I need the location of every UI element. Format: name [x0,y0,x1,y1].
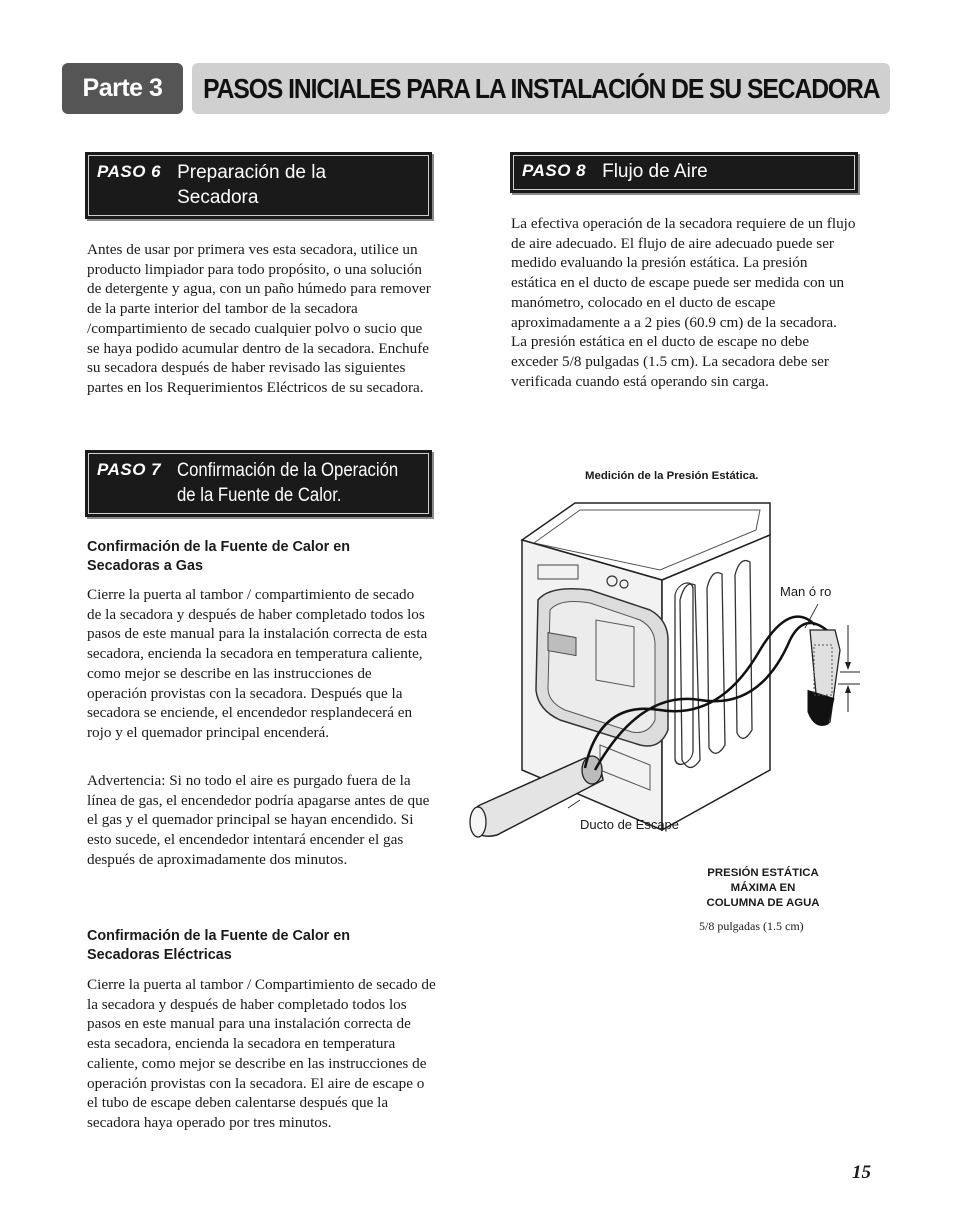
step6-header [85,152,432,219]
warning-text: Advertencia: Si no todo el aire es purgado fuera de la línea de gas, el encendedor podría apagarse antes de que el gas y el quemador principal se hayan encendido. Si esto sucede, el encendedor intentará encender el gas después de aproximadamente dos minutos. [87,772,430,868]
step7-number: PASO 7 [97,460,162,479]
step6-title: Preparación de la Secadora [177,162,327,208]
pressure-heading: PRESIÓN ESTÁTICA MÁXIMA EN COLUMNA DE AGUA [706,867,820,909]
part-label: Parte 3 [62,63,183,114]
page-title: PASOS INICIALES PARA LA INSTALACIÓN DE SU SECADORA [202,72,880,104]
dryer-static-pressure-illustration [468,495,868,845]
step7-header [85,450,432,517]
step6-body: Antes de usar por primera ves esta secadora, utilice un producto limpiador para todo propósito, o una solución de detergente y agua, con un paño húmedo para remover de la parte interior del tambor de la secadora /compartimiento de secado cualquier polvo o sucio que se haya podido acumular dentro de la secadora. Enchufe su secadora después de haber revisado las siguientes partes en los Requerimientos Eléctricos de su secadora. [87,241,431,396]
duct-label: Ducto de Escape [580,817,680,832]
manometer-label: Man ó ro [780,584,832,599]
step8-header [510,152,858,193]
header-bar [192,63,890,114]
gas-heading: Confirmación de la Fuente de Calor en Secadoras a Gas [87,539,351,574]
electric-heading: Confirmación de la Fuente de Calor en Secadoras Eléctricas [87,928,351,963]
figure-caption: Medición de la Presión Estática. [585,470,759,482]
step8-number: PASO 8 [522,161,587,180]
step6-number: PASO 6 [97,162,162,181]
step7-title: Confirmación de la Operación de la Fuente de Calor. [177,460,399,506]
pressure-value: 5/8 pulgadas (1.5 cm) [699,919,804,933]
step8-title: Flujo de Aire [602,161,708,182]
gas-body: Cierre la puerta al tambor / compartimiento de secado de la secadora y después de haber completado todos los pasos de este manual para la instalación correcta de esta secadora, encienda la secadora en temperatura caliente, como mejor se describe en las instrucciones de operación provistas con la secadora. Después que la secadora se enciende, el encendedor resplandecerá en rojo y el quemador principal encenderá. [87,586,428,741]
page-number: 15 [852,1162,871,1183]
step8-body: La efectiva operación de la secadora requiere de un flujo de aire adecuado. El flujo de aire adecuado puede ser medido evaluando la presión estática. La presión estática en el ducto de escape puede ser medida con un manómetro, colocado en el ducto de escape aproximadamente a a 2 pies (60.9 cm) de la secadora. La presión estática en el ducto de escape no debe exceder 5/8 pulgadas (1.5 cm). La secadora debe ser verificada cuando está operando sin carga. [511,215,856,390]
electric-body: Cierre la puerta al tambor / Compartimiento de secado de la secadora y después de haber completado todos los pasos en este manual para una instalación correcta de esta secadora, encienda la secadora en temperatura caliente, como mejor se describe en las instrucciones de operación provistas con la secadora. El aire de escape o el tubo de escape deben calentarse después que la secadora haya operado por tres minutos. [87,976,436,1131]
